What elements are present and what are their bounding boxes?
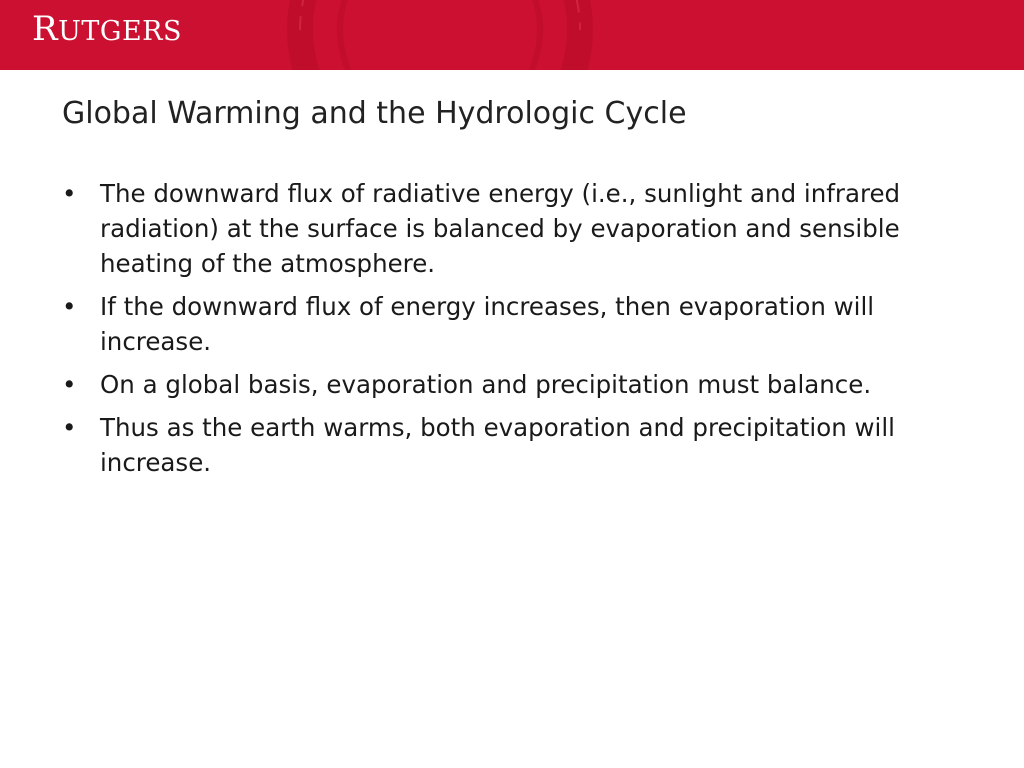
bullet-item xyxy=(62,367,982,402)
bullet-list xyxy=(62,176,982,488)
bullet-glyph: • xyxy=(62,179,77,208)
bullet-text: On a global basis, evaporation and precipitation must balance. xyxy=(100,370,872,399)
logo-rest: UTGERS xyxy=(58,16,182,47)
bullet-item xyxy=(62,410,982,480)
bullet-text: The downward flux of radiative energy (i.e., sunlight and infrared radiation) at the surface is balanced by evaporation and sensible heating of the atmosphere. xyxy=(100,179,901,278)
bullet-text: If the downward flux of energy increases, then evaporation will increase. xyxy=(100,292,875,356)
bullet-glyph: • xyxy=(62,370,77,399)
bullet-glyph: • xyxy=(62,292,77,321)
bullet-text: Thus as the earth warms, both evaporation and precipitation will increase. xyxy=(100,413,895,477)
logo-initial: R xyxy=(32,9,59,49)
slide-title: Global Warming and the Hydrologic Cycle xyxy=(62,96,687,131)
bullet-item xyxy=(62,289,982,359)
header-bar xyxy=(0,0,1024,70)
bullet-glyph: • xyxy=(62,413,77,442)
bullet-item xyxy=(62,176,982,281)
rutgers-logo xyxy=(32,9,182,49)
university-seal-watermark xyxy=(260,0,620,70)
